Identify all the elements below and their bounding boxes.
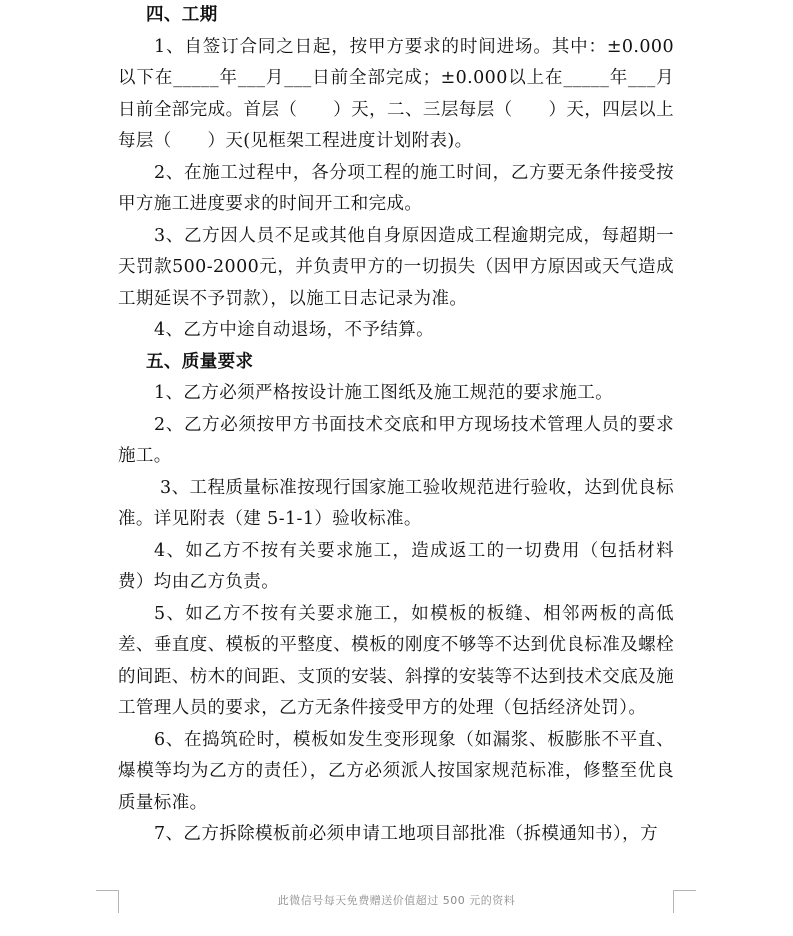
quality-clause-6: 6、在捣筑砼时，模板如发生变形现象（如漏浆、板膨胀不平直、爆模等均为乙方的责任），乙方必须派人按国家规范标准，修整至优良质量标准。 [118,729,674,813]
quality-clause-7: 7、乙方拆除模板前必须申请工地项目部批准（拆模通知书），方 [154,824,658,844]
schedule-clause-4: 4、乙方中途自动退场，不予结算。 [154,320,435,340]
quality-clause-1: 1、乙方必须严格按设计施工图纸及施工规范的要求施工。 [154,383,614,403]
quality-clause-5: 5、如乙方不按有关要求施工，如模板的板缝、相邻两板的高低差、垂直度、模板的平整度、模板的刚度不够等不达到优良标准及螺栓的间距、枋木的间距、支顶的安装、斜撑的安装等不达到技术交底及施工管理人员的要求，乙方无条件接受甲方的处理（包括经济处罚）。 [118,603,674,718]
quality-clause-2: 2、乙方必须按甲方书面技术交底和甲方现场技术管理人员的要求施工。 [118,414,674,466]
schedule-clause-1: 1、自签订合同之日起，按甲方要求的时间进场。其中：±0.000以下在_____年___月___日前全部完成；±0.000以上在_____年___月日前全部完成。首层（ ）天，二、三层每层（ ）天，四层以上每层（ ）天(见框架工程进度计划附表)。 [118,36,674,151]
footer-watermark-text: 此微信号每天免费赠送价值超过 500 元的资料 [277,894,516,907]
quality-clause-4: 4、如乙方不按有关要求施工，造成返工的一切费用（包括材料费）均由乙方负责。 [118,540,674,592]
schedule-clause-2: 2、在施工过程中，各分项工程的施工时间，乙方要无条件接受按甲方施工进度要求的时间开工和完成。 [118,162,674,214]
document-body [118,0,674,851]
section-heading-schedule: 四、工期 [146,5,218,25]
section-heading-quality: 五、质量要求 [146,351,254,372]
quality-clause-3: 3、工程质量标准按现行国家施工验收规范进行验收，达到优良标准。详见附表（建 5-1-1）验收标准。 [118,477,674,529]
schedule-clause-3: 3、乙方因人员不足或其他自身原因造成工程逾期完成，每超期一天罚款500-2000元，并负责甲方的一切损失（因甲方原因或天气造成工期延误不予罚款），以施工日志记录为准。 [118,225,674,309]
